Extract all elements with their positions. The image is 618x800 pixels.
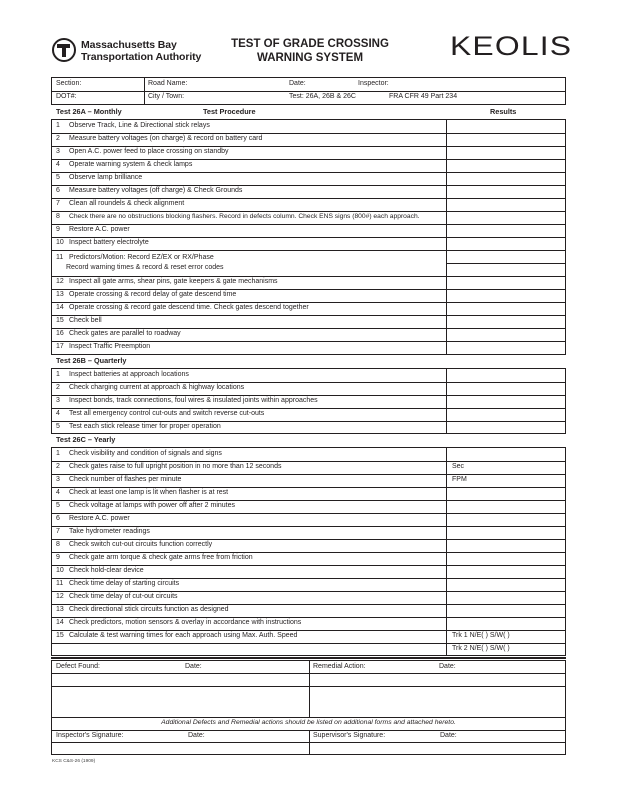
table-26a: 1 Observe Track, Line & Directional stick relays 2 Measure battery voltages (on charge) & record on battery card 3 Open A.C. power feed to place crossing on standby 4 Operate warning system & check lamps 5 Observe lamp brilliance 6 Measure battery voltages (off charge) & Check Grounds 7 Clean all roundels & check alignment 8 Check there are no obstructions blocking flashers. Record in defects column. Check ENS signs (800#) each approach. 9 Restore A.C. power 10 Inspect battery electrolyte 11 Predictors/Motion: Record EZ/EX or RX/Phase Record warning times & record & reset error codes 12 Inspect all gate arms, shear pins, gate keepers & gate mechanisms 13 Operate crossing & record delay of gate descend time 14 Operate crossing & record gate descend time. Check gates descend together 15 Check bell 16 Check gates are parallel to roadway 17 Inspect Traffic Preemption bbox=[51, 119, 566, 355]
defect-date-field[interactable]: Date: bbox=[185, 663, 202, 670]
table-26c: 1 Check visibility and condition of signals and signs 2 Check gates raise to full upright position in no more than 12 seconds Sec 3 Check number of flashes per minute FPM 4 Check at least one lamp is lit when flasher is at rest 5 Check voltage at lamps with power off after 2 minutes 6 Restore A.C. power 7 Take hydrometer readings 8 Check switch cut-out circuits function correctly 9 Check gate arm torque & check gate arms free from friction 10 Check hold-clear device 11 Check time delay of starting circuits 12 Check time delay of cut-out circuits 13 Check directional stick circuits function as designed 14 Check predictors, motion sensors & overlay in accordance with instructions 15 Calculate & test warning times for each approach using Max. Auth. Speed Trk 1 N/E( ) S/W( ) Trk 2 N/E( ) S/W( ) bbox=[51, 447, 566, 656]
date-field[interactable]: Date: bbox=[289, 80, 306, 87]
org-name bbox=[81, 40, 201, 63]
fra-label: FRA CFR 49 Part 234 bbox=[389, 93, 458, 100]
column-header-procedure: Test Procedure bbox=[203, 107, 256, 116]
org-name-line2: Transportation Authority bbox=[81, 50, 202, 63]
section-title-26b: Test 26B – Quarterly bbox=[56, 356, 127, 365]
keolis-logo: KEOLIS bbox=[450, 31, 573, 61]
supervisor-date-field[interactable]: Date: bbox=[440, 732, 457, 739]
inspector-date-field[interactable]: Date: bbox=[188, 732, 205, 739]
road-name-field[interactable]: Road Name: bbox=[148, 80, 188, 87]
section-field[interactable]: Section: bbox=[56, 80, 82, 87]
footer-box bbox=[51, 660, 566, 755]
mbta-t-logo-icon bbox=[52, 38, 76, 62]
remedial-input-area[interactable] bbox=[313, 674, 563, 716]
inspector-field[interactable]: Inspector: bbox=[358, 80, 389, 87]
defect-input-area[interactable] bbox=[56, 674, 306, 716]
org-name-line1: Massachusetts Bay bbox=[81, 39, 177, 51]
form-code: KCS C&S-26 (1909) bbox=[52, 759, 96, 764]
info-box bbox=[51, 77, 566, 105]
remedial-action-field[interactable]: Remedial Action: bbox=[313, 663, 366, 670]
additional-note: Additional Defects and Remedial actions should be listed on additional forms and attached hereto. bbox=[161, 719, 456, 726]
remedial-date-field[interactable]: Date: bbox=[439, 663, 456, 670]
column-header-results: Results bbox=[490, 107, 517, 116]
supervisor-signature-field[interactable]: Supervisor's Signature: bbox=[313, 732, 386, 739]
section-title-26a: Test 26A – Monthly bbox=[56, 107, 122, 116]
section-title-26c: Test 26C – Yearly bbox=[56, 435, 116, 444]
page-title bbox=[210, 37, 410, 65]
defect-found-field[interactable]: Defect Found: bbox=[56, 663, 100, 670]
dot-field[interactable]: DOT#: bbox=[56, 93, 77, 100]
table-26b: 1 Inspect batteries at approach locations 2 Check charging current at approach & highway locations 3 Inspect bonds, track connections, foul wires & insulated joints within approaches 4 Test all emergency control cut-outs and switch reverse cut-outs 5 Test each stick release timer for proper operation bbox=[51, 368, 566, 434]
city-town-field[interactable]: City / Town: bbox=[148, 93, 185, 100]
title-line1: TEST OF GRADE CROSSING bbox=[231, 38, 389, 50]
test-label: Test: 26A, 26B & 26C bbox=[289, 93, 356, 100]
section-divider bbox=[51, 657, 566, 659]
title-line2: WARNING SYSTEM bbox=[256, 52, 364, 64]
inspector-signature-field[interactable]: Inspector's Signature: bbox=[56, 732, 124, 739]
